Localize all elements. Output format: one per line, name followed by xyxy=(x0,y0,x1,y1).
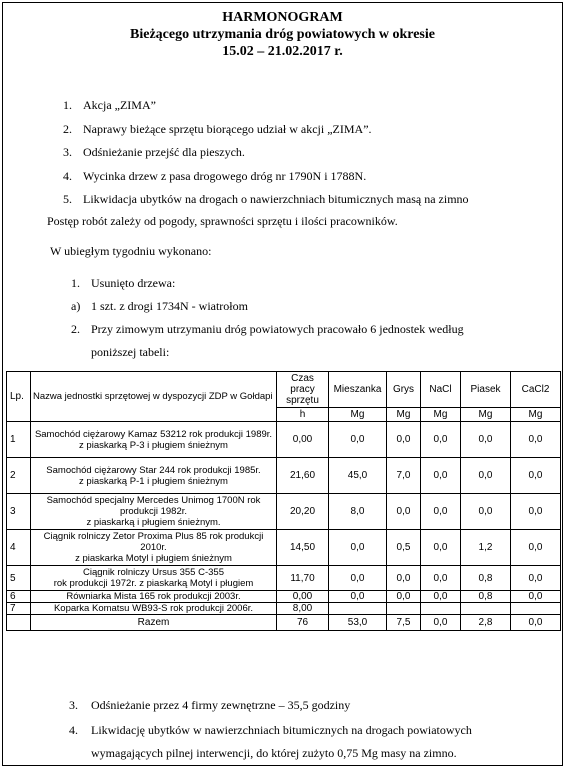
title-line-1: HARMONOGRAM xyxy=(222,10,343,25)
table-body xyxy=(7,422,561,615)
done-item-4-continuation: wymagających pilnej interwencji, do której zużyto 0,75 Mg masy na zimno. xyxy=(91,746,457,760)
row-lp: 7 xyxy=(7,603,31,615)
row-mix: 0,0 xyxy=(329,422,387,458)
done-item-2-continuation: poniższej tabeli: xyxy=(91,345,170,359)
row-cacl2: 0,0 xyxy=(511,530,561,566)
row-piasek: 1,2 xyxy=(461,530,511,566)
equipment-table xyxy=(6,371,561,631)
table-total-row xyxy=(7,615,561,631)
done-item-3: 3. Odśnieżanie przez 4 firmy zewnętrzne – 35,5 godziny xyxy=(69,698,351,712)
total-mix: 53,0 xyxy=(329,615,387,631)
row-piasek: 0,8 xyxy=(461,566,511,591)
row-mix xyxy=(329,603,387,615)
task-item: 2. Naprawy bieżące sprzętu biorącego udział w akcji „ZIMA”. xyxy=(63,121,372,136)
row-mix: 0,0 xyxy=(329,530,387,566)
row-nacl: 0,0 xyxy=(421,458,461,494)
row-name: Ciągnik rolniczy Ursus 355 C-355 rok produkcji 1972r. z piaskarką Motyl i pługiem xyxy=(31,566,277,591)
task-item: 1. Akcja „ZIMA” xyxy=(63,98,156,112)
row-cacl2: 0,0 xyxy=(511,566,561,591)
row-lp: 3 xyxy=(7,494,31,530)
row-cacl2: 0,0 xyxy=(511,494,561,530)
row-piasek: 0,0 xyxy=(461,458,511,494)
unit-grys: Mg xyxy=(387,408,421,422)
row-lp: 1 xyxy=(7,422,31,458)
row-grys xyxy=(387,603,421,615)
document-title xyxy=(3,9,562,60)
row-name: Samochód specjalny Mercedes Unimog 1700N rok produkcji 1982r. z piaskarką i pługiem śnieżnym. xyxy=(31,494,277,530)
unit-piasek: Mg xyxy=(461,408,511,422)
row-time: 21,60 xyxy=(277,458,329,494)
row-name: Koparka Komatsu WB93-S rok produkcji 2006r. xyxy=(31,603,277,615)
total-grys: 7,5 xyxy=(387,615,421,631)
task-item: 3. Odśnieżanie przejść dla pieszych. xyxy=(63,145,245,159)
row-grys: 0,0 xyxy=(387,494,421,530)
row-name: Samochód ciężarowy Star 244 rok produkcji 1985r. z piaskarką P-1 i pługiem śnieżnym xyxy=(31,458,277,494)
row-grys: 0,5 xyxy=(387,530,421,566)
done-item-2: 2. Przy zimowym utrzymaniu dróg powiatowych pracowało 6 jednostek według xyxy=(71,322,464,336)
row-lp: 2 xyxy=(7,458,31,494)
row-cacl2: 0,0 xyxy=(511,591,561,603)
table-row xyxy=(7,530,561,566)
header-grys: Grys xyxy=(387,372,421,408)
row-time: 0,00 xyxy=(277,422,329,458)
row-nacl xyxy=(421,603,461,615)
unit-nacl: Mg xyxy=(421,408,461,422)
table-row xyxy=(7,566,561,591)
row-cacl2: 0,0 xyxy=(511,422,561,458)
row-name: Równiarka Mista 165 rok produkcji 2003r. xyxy=(31,591,277,603)
row-grys: 7,0 xyxy=(387,458,421,494)
done-item-4: 4. Likwidację ubytków w nawierzchniach bitumicznych na drogach powiatowych xyxy=(69,723,472,737)
row-grys: 0,0 xyxy=(387,422,421,458)
header-piasek: Piasek xyxy=(461,372,511,408)
row-mix: 8,0 xyxy=(329,494,387,530)
task-item: 4. Wycinka drzew z pasa drogowego dróg nr 1790N i 1788N. xyxy=(63,168,367,183)
row-grys: 0,0 xyxy=(387,591,421,603)
table-row xyxy=(7,422,561,458)
row-lp: 6 xyxy=(7,591,31,603)
row-nacl: 0,0 xyxy=(421,566,461,591)
row-time: 20,20 xyxy=(277,494,329,530)
table-row xyxy=(7,591,561,603)
row-piasek: 0,0 xyxy=(461,494,511,530)
total-cacl2: 0,0 xyxy=(511,615,561,631)
row-mix: 0,0 xyxy=(329,566,387,591)
total-nacl: 0,0 xyxy=(421,615,461,631)
task-item: 5. Likwidacja ubytków na drogach o nawierzchniach bitumicznych masą na zimno xyxy=(63,192,469,206)
progress-note: Postęp robót zależy od pogody, sprawności sprzętu i ilości pracowników. xyxy=(47,214,398,228)
header-time: Czas pracy sprzętu xyxy=(277,372,329,408)
header-nacl: NaCl xyxy=(421,372,461,408)
header-name: Nazwa jednostki sprzętowej w dyspozycji ZDP w Gołdapi xyxy=(31,372,277,422)
document-page xyxy=(2,2,563,766)
title-line-3: 15.02 – 21.02.2017 r. xyxy=(222,44,343,59)
row-lp: 5 xyxy=(7,566,31,591)
table-header-row xyxy=(7,372,561,408)
row-nacl: 0,0 xyxy=(421,591,461,603)
row-mix: 0,0 xyxy=(329,591,387,603)
row-mix: 45,0 xyxy=(329,458,387,494)
header-lp: Lp. xyxy=(7,372,31,422)
row-time: 0,00 xyxy=(277,591,329,603)
total-piasek: 2,8 xyxy=(461,615,511,631)
done-item-1: 1. Usunięto drzewa: xyxy=(71,276,176,290)
unit-mix: Mg xyxy=(329,408,387,422)
table-row xyxy=(7,458,561,494)
row-piasek: 0,8 xyxy=(461,591,511,603)
row-nacl: 0,0 xyxy=(421,494,461,530)
row-nacl: 0,0 xyxy=(421,530,461,566)
task-list xyxy=(63,94,469,212)
header-cacl2: CaCl2 xyxy=(511,372,561,408)
title-line-2: Bieżącego utrzymania dróg powiatowych w okresie xyxy=(130,27,435,42)
total-label: Razem xyxy=(31,615,277,631)
row-name: Ciągnik rolniczy Zetor Proxima Plus 85 rok produkcji 2010r. z piaskarka Motyl i pługiem śnieżnym xyxy=(31,530,277,566)
table-row xyxy=(7,494,561,530)
row-cacl2: 0,0 xyxy=(511,458,561,494)
last-week-heading: W ubiegłym tygodniu wykonano: xyxy=(50,244,212,258)
row-lp: 4 xyxy=(7,530,31,566)
row-time: 11,70 xyxy=(277,566,329,591)
unit-cacl2: Mg xyxy=(511,408,561,422)
row-piasek xyxy=(461,603,511,615)
header-mix: Mieszanka xyxy=(329,372,387,408)
row-nacl: 0,0 xyxy=(421,422,461,458)
row-time: 8,00 xyxy=(277,603,329,615)
row-cacl2 xyxy=(511,603,561,615)
row-time: 14,50 xyxy=(277,530,329,566)
row-piasek: 0,0 xyxy=(461,422,511,458)
table-row xyxy=(7,603,561,615)
total-time: 76 xyxy=(277,615,329,631)
row-name: Samochód ciężarowy Kamaz 53212 rok produkcji 1989r. z piaskarką P-3 i pługiem śnieżnym xyxy=(31,422,277,458)
row-grys: 0,0 xyxy=(387,566,421,591)
unit-time: h xyxy=(277,408,329,422)
done-item-1a: a) 1 szt. z drogi 1734N - wiatrołom xyxy=(71,299,248,313)
